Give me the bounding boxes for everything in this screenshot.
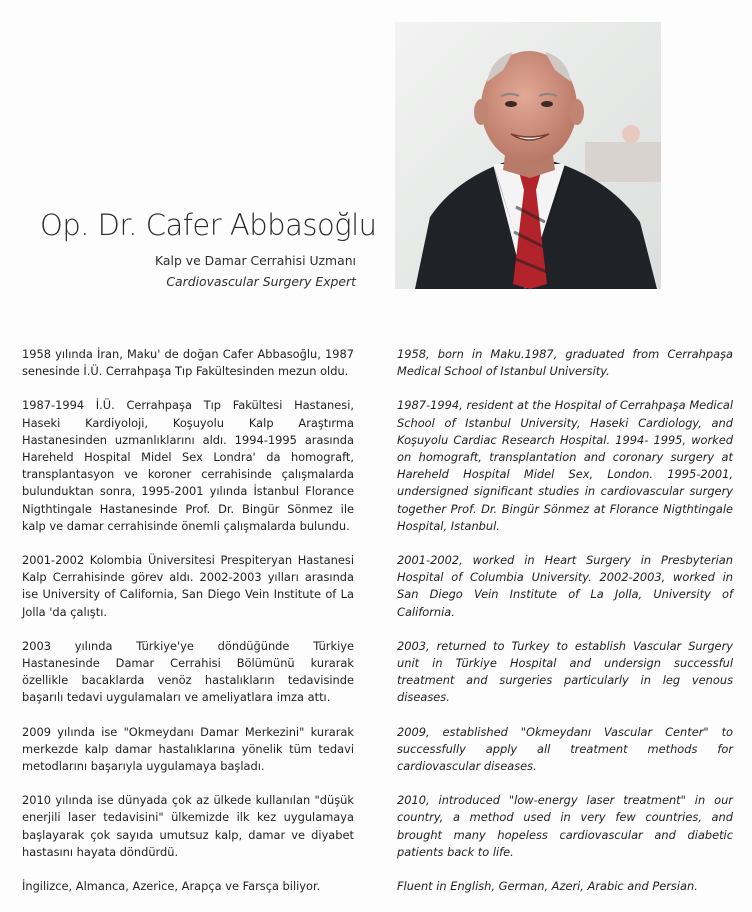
doctor-portrait-icon [395,22,661,289]
bio-tr-paragraph: 2009 yılında ise "Okmeydanı Damar Merkezini" kurarak merkezde kalp damar hastalıklarına yönelik tüm tedavi metodlarını başarıyla uygulamaya başladı. [22,724,354,774]
specialty-tr: Kalp ve Damar Cerrahisi Uzmanı [155,253,356,268]
bio-tr-paragraph: 1958 yılında İran, Maku' de doğan Cafer Abbasoğlu, 1987 senesinde İ.Ü. Cerrahpaşa Tıp Fakültesinden mezun oldu. [22,347,354,379]
bio-en-paragraph: 1987-1994, resident at the Hospital of Cerrahpaşa Medical School of Istanbul University, Haseki Cardiology, and Koşuyolu Cardiac Research Hospital. 1994- 1995, worked on homograft, transplantation and coronary surgery at Hareheld Hospital Midel Sex, London. 1995-2001, undersigned significant studies in cardiovascular surgery together Prof. Dr. Bingür Sönmez at Florance Nigthtingale Hospital, Istanbul. [397,398,733,533]
bio-en-paragraph: 1958, born in Maku.1987, graduated from Cerrahpaşa Medical School of Istanbul University. [397,347,733,379]
bio-tr-paragraph: 2003 yılında Türkiye'ye döndüğünde Türkiye Hastanesinde Damar Cerrahisi Bölümünü kurarak özellikle bacaklarda venöz hastalıkların tedavisinde başarılı tedavi uygulamaları ve ameliyatlara imza attı. [22,638,354,705]
doctor-name: Op. Dr. Cafer Abbasoğlu [40,208,377,242]
doctor-photo [395,22,661,289]
bio-en-paragraph: 2001-2002, worked in Heart Surgery in Presbyterian Hospital of Columbia University. 2002-2003, worked in San Diego Vein Institute of La Jolla, University of California. [397,553,733,619]
bio-tr-paragraph: 2010 yılında ise dünyada çok az ülkede kullanılan "düşük enerjili laser tedavisini" ülkemizde ilk kez uygulamaya başlayarak çok sayıda umutsuz kalp, damar ve diyabet hastasını hayata döndürdü. [22,793,354,859]
bio-column-english [397,346,733,912]
bio-en-paragraph: Fluent in English, German, Azeri, Arabic and Persian. [397,879,698,894]
bio-tr-paragraph: İngilizce, Almanca, Azerice, Arapça ve Farsça biliyor. [22,879,321,894]
bio-en-paragraph: 2009, established "Okmeydanı Vascular Center" to successfully apply all treatment methods for cardiovascular diseases. [397,724,733,774]
bio-tr-paragraph: 2001-2002 Kolombia Üniversitesi Prespiteryan Hastanesi Kalp Cerrahisinde görev aldı. 2002-2003 yılları arasında ise University of California, San Diego Vein Institute of La Jolla 'da çalıştı. [22,553,354,619]
bio-en-paragraph: 2010, introduced "low-energy laser treatment" in our country, a method used in very few countries, and brought many hopeless cardiovascular and diabetic patients back to life. [397,793,733,859]
bio-en-paragraph: 2003, returned to Turkey to establish Vascular Surgery unit in Türkiye Hospital and undersign successful treatment and surgeries particularly in leg venous diseases. [397,638,733,705]
bio-column-turkish [22,346,354,912]
bio-tr-paragraph: 1987-1994 İ.Ü. Cerrahpaşa Tıp Fakültesi Hastanesi, Haseki Kardiyoloji, Koşuyolu Kalp Araştırma Hastanesinden uzmanlıklarını aldı. 1994-1995 arasında Hareheld Hospital Midel Sex Londra' da homograft, transplantasyon ve koroner cerrahisinde çalışmalarda bulunduktan sonra, 1995-2001 yılında İstanbul Florance Nigthtingale Hastanesinde Prof. Dr. Bingür Sönmez ile kalp ve damar cerrahisinde önemli çalışmalarda bulundu. [22,398,354,533]
specialty-en: Cardiovascular Surgery Expert [166,274,356,289]
